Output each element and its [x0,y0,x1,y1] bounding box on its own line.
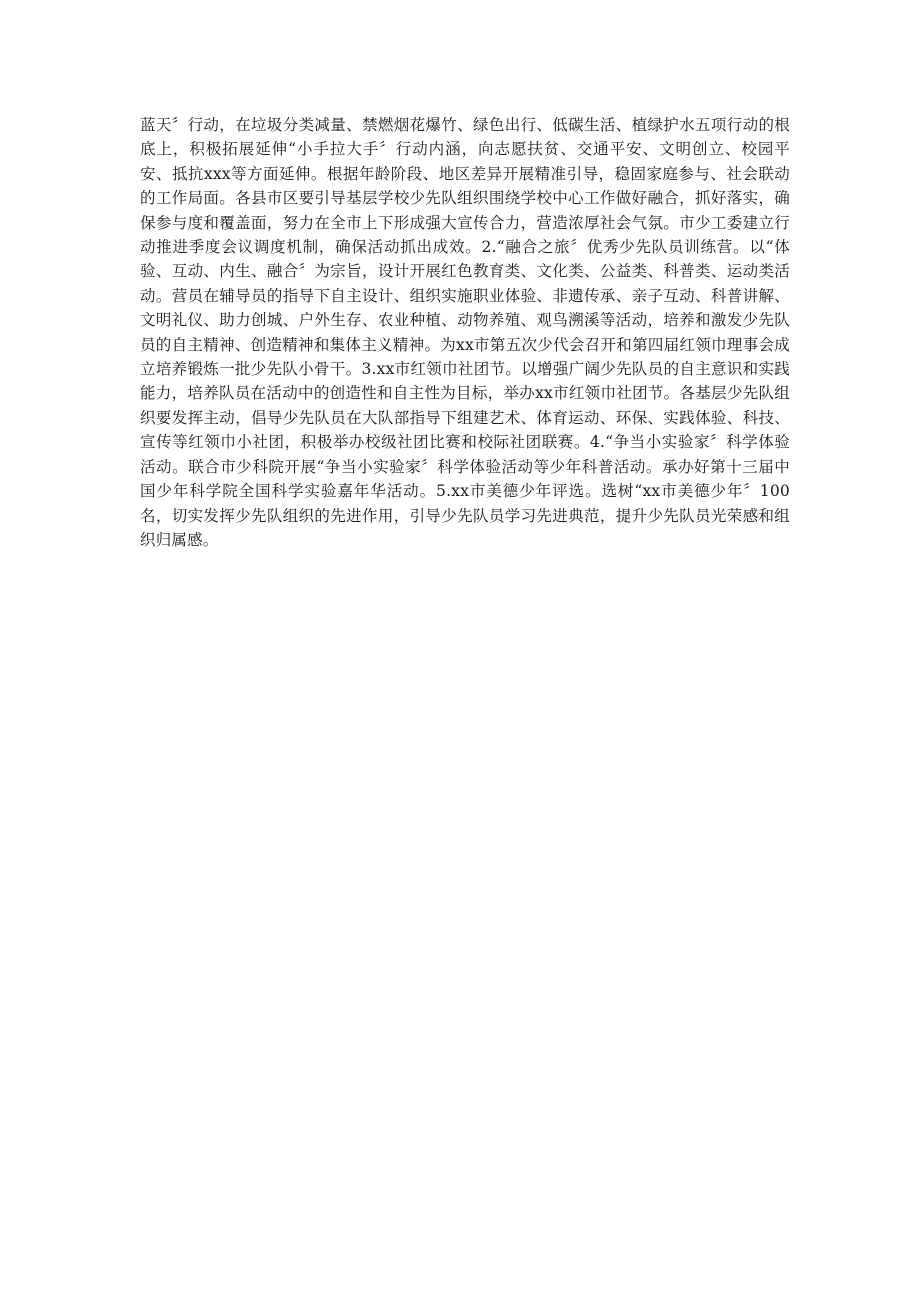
body-paragraph: 蓝天〞行动，在垃圾分类减量、禁燃烟花爆竹、绿色出行、低碳生活、植绿护水五项行动的根底上，积极拓展延伸“小手拉大手〞行动内涵，向志愿扶贫、交通平安、文明创立、校园平安、抵抗xxx等方面延伸。根据年龄阶段、地区差异开展精准引导，稳固家庭参与、社会联动的工作局面。各县市区要引导基层学校少先队组织围绕学校中心工作做好融合，抓好落实，确保参与度和覆盖面，努力在全市上下形成强大宣传合力，营造浓厚社会气氛。市少工委建立行动推进季度会议调度机制，确保活动抓出成效。2.“融合之旅〞优秀少先队员训练营。以“体验、互动、内生、融合〞为宗旨，设计开展红色教育类、文化类、公益类、科普类、运动类活动。营员在辅导员的指导下自主设计、组织实施职业体验、非遗传承、亲子互动、科普讲解、文明礼仪、助力创城、户外生存、农业种植、动物养殖、观鸟溯溪等活动，培养和激发少先队员的自主精神、创造精神和集体主义精神。为xx市第五次少代会召开和第四届红领巾理事会成立培养锻炼一批少先队小骨干。3.xx市红领巾社团节。以增强广阔少先队员的自主意识和实践能力，培养队员在活动中的创造性和自主性为目标，举办xx市红领巾社团节。各基层少先队组织要发挥主动，倡导少先队员在大队部指导下组建艺术、体育运动、环保、实践体验、科技、宣传等红领巾小社团，积极举办校级社团比赛和校际社团联赛。4.“争当小实验家〞科学体验活动。联合市少科院开展“争当小实验家〞科学体验活动等少年科普活动。承办好第十三届中国少年科学院全国科学实验嘉年华活动。5.xx市美德少年评选。选树“xx市美德少年〞100名，切实发挥少先队组织的先进作用，引导少先队员学习先进典范，提升少先队员光荣感和组织归属感。 [140,116,790,549]
